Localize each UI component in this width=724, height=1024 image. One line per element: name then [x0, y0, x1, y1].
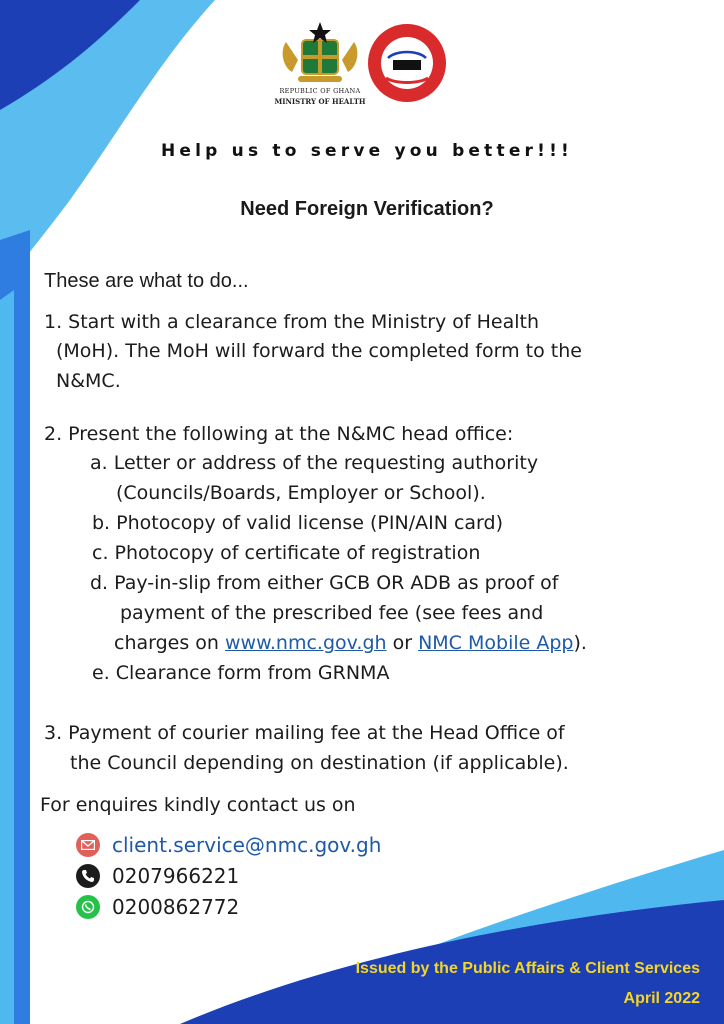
step2-item-c: c. Photocopy of certificate of registration — [92, 542, 481, 564]
coat-of-arms-caption-ministry: MINISTRY OF HEALTH — [274, 97, 366, 106]
step1-line1: 1. Start with a clearance from the Ministry of Health — [44, 311, 540, 333]
step2-item-d-line3-suffix: ). — [573, 632, 587, 654]
step2-item-d-line2: payment of the prescribed fee (see fees and — [120, 602, 544, 624]
step3-line2: the Council depending on destination (if applicable). — [70, 752, 569, 774]
step1-line2: (MoH). The MoH will forward the completed form to the — [56, 340, 582, 362]
tagline: Help us to serve you better!!! — [160, 141, 573, 161]
phone-icon — [76, 864, 100, 888]
step2-item-a-line1: a. Letter or address of the requesting authority — [90, 452, 539, 474]
contacts-title: For enquires kindly contact us on — [40, 794, 356, 816]
step2-item-d-line3-mid: or — [386, 632, 419, 654]
nmc-mobile-app-link[interactable]: NMC Mobile App — [418, 632, 574, 654]
contact-phone[interactable]: 0207966221 — [112, 864, 240, 888]
contact-email-row[interactable] — [76, 832, 381, 858]
contact-email[interactable]: client.service@nmc.gov.gh — [112, 833, 382, 857]
headline: Need Foreign Verification? — [240, 198, 494, 220]
contact-phone-row[interactable] — [76, 863, 239, 889]
step2-item-b: b. Photocopy of valid license (PIN/AIN card) — [92, 512, 503, 534]
step2-item-d-line3-prefix: charges on — [114, 632, 226, 654]
coat-of-arms-icon — [278, 20, 362, 86]
nmc-seal — [366, 22, 448, 104]
footer-issued-by: Issued by the Public Affairs & Client Services — [355, 960, 700, 977]
step2-item-d-line1: d. Pay-in-slip from either GCB OR ADB as proof of — [90, 572, 559, 594]
nmc-website-link[interactable]: www.nmc.gov.gh — [225, 632, 387, 654]
step2-item-a-line2: (Councils/Boards, Employer or School). — [116, 482, 486, 504]
footer-date: April 2022 — [623, 990, 700, 1007]
step1-line3: N&MC. — [56, 370, 121, 392]
step2-item-e: e. Clearance form from GRNMA — [92, 662, 390, 684]
step3-line1: 3. Payment of courier mailing fee at the Head Office of — [44, 722, 565, 744]
header-logos — [274, 20, 448, 110]
coat-of-arms-caption-country: REPUBLIC OF GHANA — [279, 87, 361, 95]
email-icon — [76, 833, 100, 857]
step2-item-d-line3 — [114, 628, 587, 658]
step2-title: 2. Present the following at the N&MC head office: — [44, 423, 514, 445]
intro-text: These are what to do... — [44, 270, 249, 292]
whatsapp-icon — [76, 895, 100, 919]
coat-of-arms — [274, 20, 366, 110]
contact-whatsapp[interactable]: 0200862772 — [112, 895, 240, 919]
contact-whatsapp-row[interactable] — [76, 894, 239, 920]
